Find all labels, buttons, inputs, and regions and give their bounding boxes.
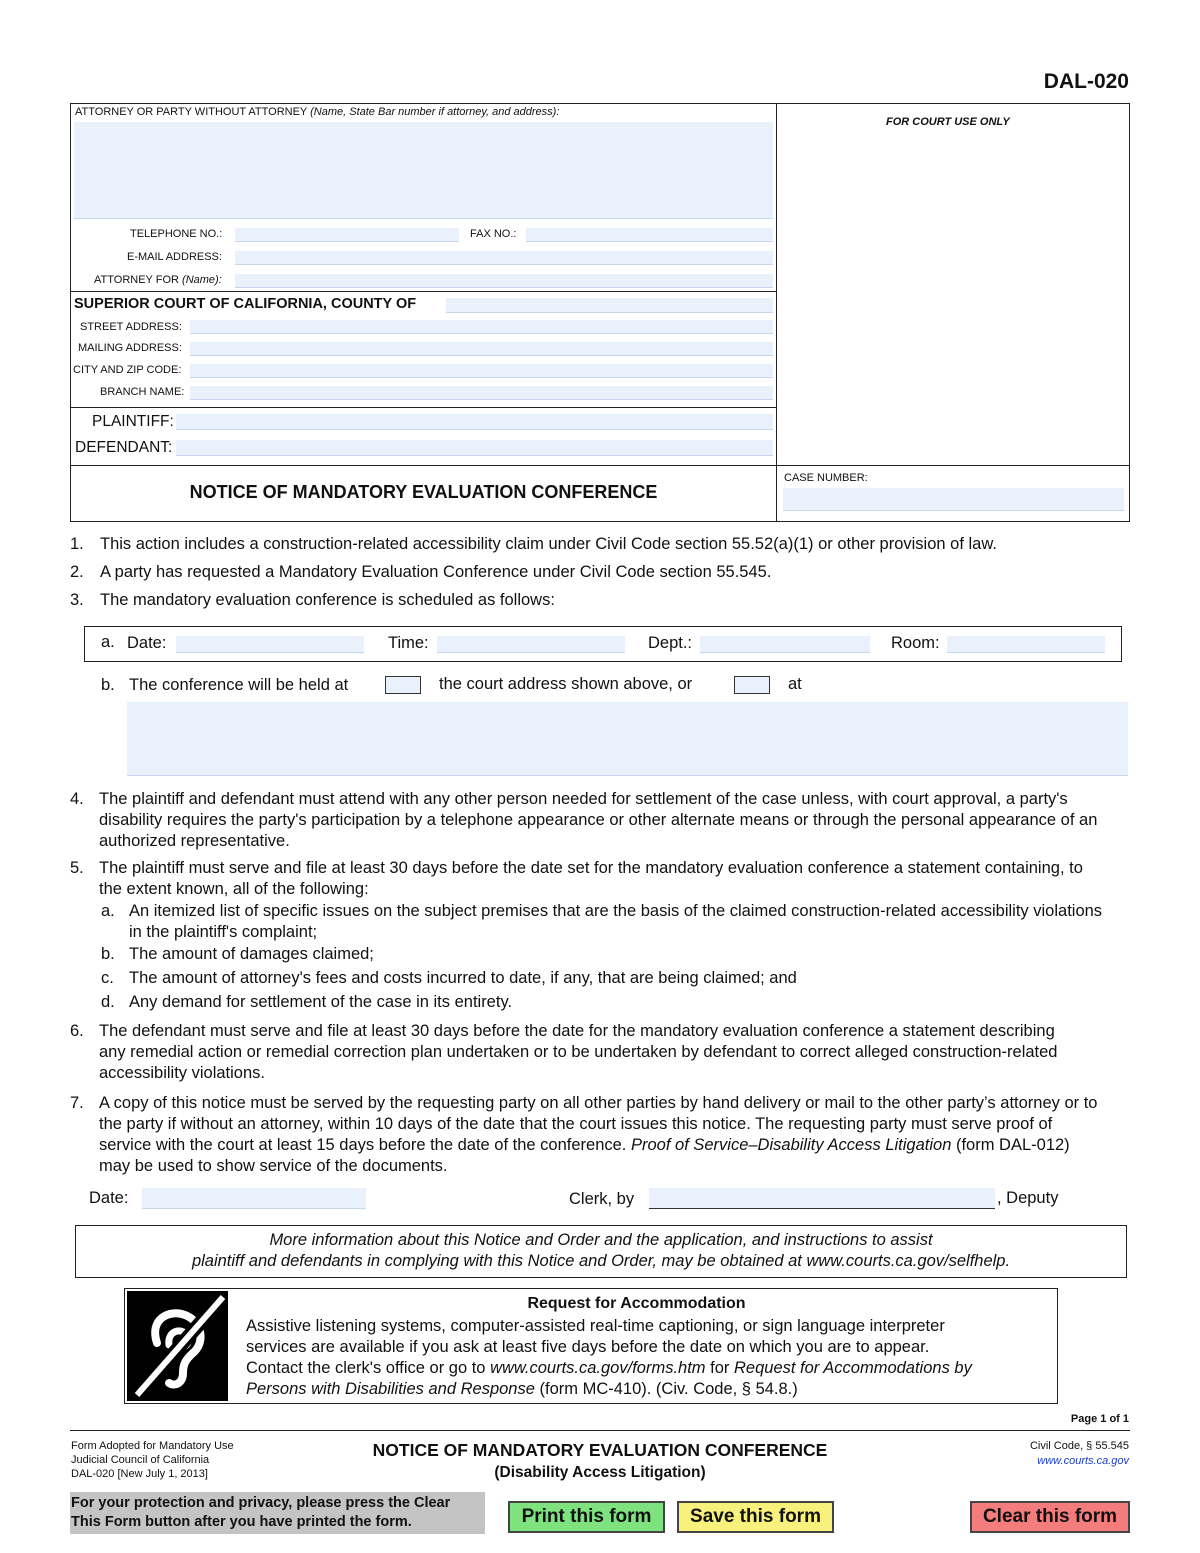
accommodation-form-name-cont: Persons with Disabilities and Response [246,1380,535,1398]
footer-title: NOTICE OF MANDATORY EVALUATION CONFERENCE [372,1440,828,1460]
branch-field[interactable] [190,386,773,400]
fax-field[interactable] [526,228,773,242]
attorney-for-text: ATTORNEY FOR [94,274,179,286]
mailing-field[interactable] [190,342,773,356]
conference-time-field[interactable] [437,636,625,653]
item-5d-letter: d. [101,993,115,1011]
item-number: 3. [70,591,84,609]
attorney-for-hint: (Name): [182,274,222,286]
item-number: 2. [70,563,84,581]
room-label: Room: [891,634,940,652]
street-field[interactable] [190,320,773,334]
time-label: Time: [388,634,429,652]
item-number: 4. [70,790,84,808]
item-5c-letter: c. [101,969,114,987]
accommodation-line-4-post: (form MC-410). (Civ. Code, § 54.8.) [539,1380,798,1398]
case-number-field[interactable] [783,488,1124,511]
attorney-for-label [94,274,222,286]
deputy-label: , Deputy [997,1189,1059,1207]
privacy-notice [70,1492,485,1534]
caption-divider [776,103,777,522]
defendant-field[interactable] [176,440,773,456]
info-line-2: plaintiff and defendants in complying with this Notice and Order, may be obtained at www.courts.ca.gov/selfhelp. [191,1252,1011,1270]
fax-label: FAX NO.: [470,228,517,240]
item-5a-text: An itemized list of specific issues on the subject premises that are the basis of the claimed construction-related accessibility violations in the plaintiff's complaint; [129,902,1103,941]
item-3-text: The mandatory evaluation conference is scheduled as follows: [100,591,555,609]
item-1-text: This action includes a construction-related accessibility claim under Civil Code section 55.52(a)(1) or other provision of law. [100,535,997,553]
form-title: NOTICE OF MANDATORY EVALUATION CONFERENCE [189,482,658,502]
court-use-only-label: FOR COURT USE ONLY [886,116,1010,128]
info-line-1: More information about this Notice and Order and the application, and instructions to assist [269,1231,933,1249]
other-location-checkbox[interactable] [734,676,770,694]
email-label: E-MAIL ADDRESS: [127,251,222,263]
item-3b-letter: b. [101,676,115,694]
item-7-text [99,1093,1104,1177]
item-3a-letter: a. [101,633,115,651]
attorney-label-hint: (Name, State Bar number if attorney, and address): [310,106,560,118]
item-number: 5. [70,859,84,877]
item-4-text: The plaintiff and defendant must attend with any other person needed for settlement of the case unless, with court approval, a party's disability requires the party's participation by a telephone appearance or other alternate means or through the personal appearance of an authorized representative. [99,790,1098,850]
footer-adopted-2: Judicial Council of California [71,1454,210,1466]
item-5-text: The plaintiff must serve and file at least 30 days before the date set for the mandatory evaluation conference a statement containing, to the extent known, all of the following: [99,859,1083,898]
hearing-assistance-icon [127,1291,228,1401]
divider-line [70,291,777,292]
case-number-label: CASE NUMBER: [784,472,868,484]
footer-subtitle: (Disability Access Litigation) [494,1464,706,1481]
location-label: The conference will be held at [129,676,349,694]
clear-button[interactable]: Clear this form [970,1501,1130,1533]
court-address-checkbox[interactable] [385,676,421,694]
accommodation-line-4 [246,1379,798,1400]
telephone-field[interactable] [235,228,459,242]
accommodation-title: Request for Accommodation [527,1295,746,1312]
divider-line [70,407,777,408]
accommodation-forms-link[interactable]: www.courts.ca.gov/forms.htm [490,1359,706,1377]
signature-date-field[interactable] [142,1188,366,1209]
item-number: 6. [70,1022,84,1040]
footer-adopted-1: Form Adopted for Mandatory Use [71,1440,234,1452]
conference-dept-field[interactable] [700,636,870,653]
form-id: DAL-020 [1043,70,1129,93]
item-7-form-name: Proof of Service–Disability Access Litigation [631,1136,952,1154]
attorney-for-field[interactable] [235,274,773,288]
accommodation-line-2: services are available if you ask at least five days before the date on which you are to appear. [246,1338,930,1356]
accommodation-line-3 [246,1358,972,1379]
save-button[interactable]: Save this form [677,1501,834,1533]
item-5c-text: The amount of attorney's fees and costs incurred to date, if any, that are being claimed; and [129,969,797,987]
telephone-label: TELEPHONE NO.: [130,228,223,240]
other-location-field[interactable] [127,702,1128,776]
privacy-line-1: For your protection and privacy, please press the Clear [71,1495,451,1511]
privacy-line-2: This Form button after you have printed the form. [71,1514,412,1530]
city-zip-label: CITY AND ZIP CODE: [73,364,182,376]
accommodation-form-name: Request for Accommodations by [734,1359,972,1377]
branch-label: BRANCH NAME: [100,386,185,398]
court-address-option-label: the court address shown above, or [439,675,693,693]
page-number: Page 1 of 1 [1070,1413,1129,1425]
item-number: 1. [70,535,84,553]
item-7-part1: A copy of this notice must be served by the requesting party on all other parties by hand delivery or mail to the other party’s attorney or to the party if without an attorney, within 10 days of the date that the court issues this notice. The requesting party must serve proof of service with the court at least 15 days before the date of the conference. [99,1094,1098,1154]
street-label: STREET ADDRESS: [80,321,182,333]
footer-code: Civil Code, § 55.545 [1029,1440,1129,1452]
item-5d-text: Any demand for settlement of the case in its entirety. [129,993,513,1011]
accommodation-line-3-pre: Contact the clerk's office or go to [246,1359,486,1377]
print-button[interactable]: Print this form [508,1501,665,1533]
other-location-option-label: at [788,675,802,693]
attorney-label [75,106,559,118]
conference-date-field[interactable] [176,636,364,653]
signature-date-label: Date: [89,1189,129,1207]
item-number: 7. [70,1094,84,1112]
plaintiff-field[interactable] [176,414,773,430]
court-label: SUPERIOR COURT OF CALIFORNIA, COUNTY OF [74,296,417,312]
mailing-label: MAILING ADDRESS: [78,342,182,354]
date-label: Date: [127,634,167,652]
item-2-text: A party has requested a Mandatory Evaluation Conference under Civil Code section 55.545. [100,563,772,581]
conference-room-field[interactable] [947,636,1105,653]
footer-adopted-3: DAL-020 [New July 1, 2013] [71,1468,208,1480]
item-5b-text: The amount of damages claimed; [129,945,374,963]
footer-rule [70,1430,1130,1431]
attorney-label-text: ATTORNEY OR PARTY WITHOUT ATTORNEY [75,106,308,118]
clerk-label: Clerk, by [569,1190,635,1208]
item-7-part2: (form DAL-012) may be used to show service of the documents. [99,1136,1070,1175]
defendant-label: DEFENDANT: [75,439,173,456]
item-5a-letter: a. [101,902,115,920]
footer-url[interactable]: www.courts.ca.gov [1037,1455,1129,1467]
county-field[interactable] [446,298,773,313]
city-zip-field[interactable] [190,364,773,378]
email-field[interactable] [235,251,773,265]
clerk-field[interactable] [649,1188,995,1209]
item-5b-letter: b. [101,945,115,963]
dept-label: Dept.: [648,634,693,652]
accommodation-line-1: Assistive listening systems, computer-assisted real-time captioning, or sign language interpreter [246,1317,945,1335]
plaintiff-label: PLAINTIFF: [92,413,174,430]
divider-line [70,465,1130,466]
accommodation-line-3-mid: for [710,1359,730,1377]
item-6-text: The defendant must serve and file at least 30 days before the date for the mandatory evaluation conference a statement describing any remedial action or remedial correction plan undertaken or to be undertaken by defendant to correct alleged construction-related accessibility violations. [99,1022,1058,1082]
attorney-name-field[interactable] [74,122,773,219]
